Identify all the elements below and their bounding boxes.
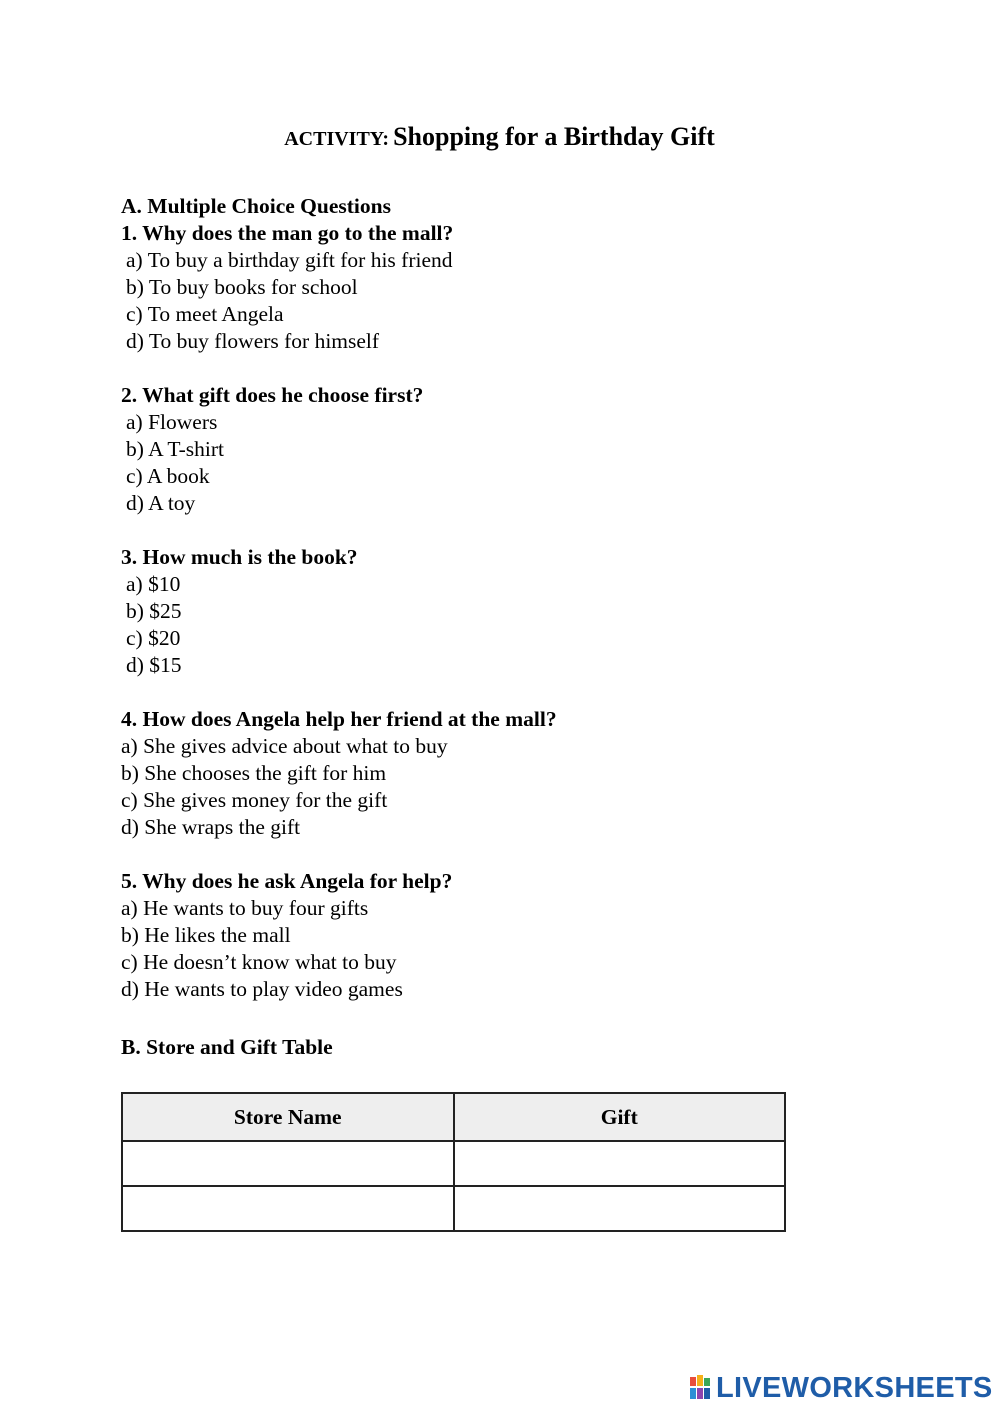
option-3d[interactable]: d) $15 (126, 653, 182, 677)
question-3: 3. How much is the book? (121, 545, 358, 569)
option-1a[interactable]: a) To buy a birthday gift for his friend (126, 248, 453, 272)
spacer (121, 517, 881, 544)
table-header-row (122, 1093, 785, 1141)
option-2c[interactable]: c) A book (126, 464, 210, 488)
section-b-heading: B. Store and Gift Table (121, 1035, 333, 1059)
option-3a[interactable]: a) $10 (126, 572, 181, 596)
option-3b[interactable]: b) $25 (126, 599, 182, 623)
option-5d[interactable]: d) He wants to play video games (121, 977, 403, 1001)
liveworksheets-logo (690, 1372, 993, 1404)
page-title (0, 122, 999, 152)
table-row (122, 1141, 785, 1186)
spacer (121, 679, 881, 706)
store-name-cell[interactable] (122, 1186, 454, 1231)
header-store-name: Store Name (122, 1093, 454, 1141)
option-5a[interactable]: a) He wants to buy four gifts (121, 896, 369, 920)
gift-cell[interactable] (454, 1141, 786, 1186)
option-4c[interactable]: c) She gives money for the gift (121, 788, 388, 812)
table-row (122, 1186, 785, 1231)
question-4: 4. How does Angela help her friend at the mall? (121, 707, 557, 731)
store-name-cell[interactable] (122, 1141, 454, 1186)
store-gift-table (121, 1092, 786, 1232)
option-5c[interactable]: c) He doesn’t know what to buy (121, 950, 397, 974)
spacer (121, 841, 881, 868)
liveworksheets-logo-icon (690, 1375, 712, 1401)
question-1: 1. Why does the man go to the mall? (121, 221, 454, 245)
option-1c[interactable]: c) To meet Angela (126, 302, 284, 326)
title-prefix: ACTIVITY: (284, 128, 390, 150)
section-a-heading: A. Multiple Choice Questions (121, 194, 391, 218)
option-3c[interactable]: c) $20 (126, 626, 181, 650)
option-4a[interactable]: a) She gives advice about what to buy (121, 734, 448, 758)
question-2: 2. What gift does he choose first? (121, 383, 424, 407)
option-4d[interactable]: d) She wraps the gift (121, 815, 301, 839)
option-2d[interactable]: d) A toy (126, 491, 196, 515)
gift-cell[interactable] (454, 1186, 786, 1231)
spacer (121, 355, 881, 382)
option-1d[interactable]: d) To buy flowers for himself (126, 329, 380, 353)
option-2b[interactable]: b) A T-shirt (126, 437, 224, 461)
option-1b[interactable]: b) To buy books for school (126, 275, 358, 299)
option-5b[interactable]: b) He likes the mall (121, 923, 291, 947)
section-a (121, 193, 881, 1003)
option-2a[interactable]: a) Flowers (126, 410, 218, 434)
header-gift: Gift (454, 1093, 786, 1141)
option-4b[interactable]: b) She chooses the gift for him (121, 761, 387, 785)
question-5: 5. Why does he ask Angela for help? (121, 869, 453, 893)
title-main: Shopping for a Birthday Gift (393, 122, 715, 151)
logo-text: LIVEWORKSHEETS (716, 1371, 993, 1404)
